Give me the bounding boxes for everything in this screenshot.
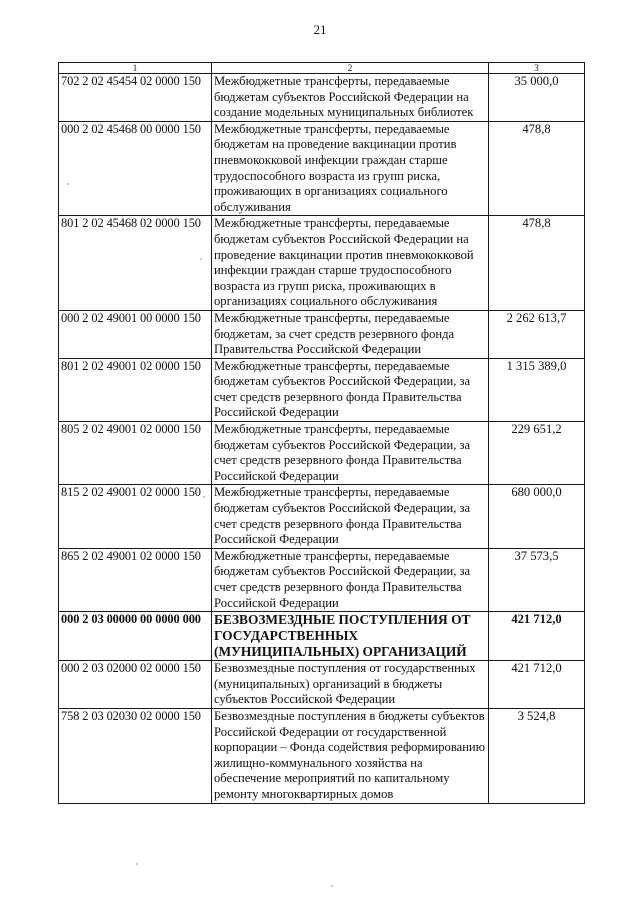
amount-value: 37 573,5 [489,548,585,611]
budget-code: 702 2 02 45454 02 0000 150 [59,74,212,122]
table-row [59,422,585,485]
revenue-description: Межбюджетные трансферты, передаваемые бюджетам субъектов Российской Федерации на создание модельных муниципальных библиотек [212,74,489,122]
budget-code: 815 2 02 49001 02 0000 150 [59,485,212,548]
revenue-table [58,62,585,804]
revenue-description: Межбюджетные трансферты, передаваемые бюджетам, за счет средств резервного фонда Правительства Российской Федерации [212,310,489,358]
budget-code: 000 2 02 45468 00 0000 150 [59,121,212,216]
table-row [59,612,585,661]
table-row [59,485,585,548]
table-row [59,74,585,122]
revenue-description: БЕЗВОЗМЕЗДНЫЕ ПОСТУПЛЕНИЯ ОТ ГОСУДАРСТВЕННЫХ (МУНИЦИПАЛЬНЫХ) ОРГАНИЗАЦИЙ [212,612,489,661]
amount-value: 229 651,2 [489,422,585,485]
amount-value: 421 712,0 [489,661,585,709]
amount-value: 421 712,0 [489,612,585,661]
scan-speck [203,496,205,498]
table-row [59,708,585,803]
budget-code: 865 2 02 49001 02 0000 150 [59,548,212,611]
budget-code: 758 2 03 02030 02 0000 150 [59,708,212,803]
amount-value: 478,8 [489,121,585,216]
amount-value: 35 000,0 [489,74,585,122]
column-number-row [59,63,585,74]
revenue-description: Межбюджетные трансферты, передаваемые бюджетам на проведение вакцинации против пневмококковой инфекции граждан старше трудоспособного возраста из групп риска, проживающих в организациях социального обслуживания [212,121,489,216]
table-row [59,548,585,611]
scan-speck [200,258,202,260]
scan-speck [67,183,69,185]
budget-code: 000 2 03 02000 02 0000 150 [59,661,212,709]
amount-value: 680 000,0 [489,485,585,548]
revenue-description: Безвозмездные поступления в бюджеты субъектов Российской Федерации от государственной корпорации – Фонда содействия реформированию жилищно-коммунального хозяйства на обеспечение мероприятий по капитальному ремонту многоквартирных домов [212,708,489,803]
table-row [59,216,585,311]
amount-value: 3 524,8 [489,708,585,803]
budget-code: 801 2 02 45468 02 0000 150 [59,216,212,311]
table-row [59,358,585,421]
table-row [59,310,585,358]
table-row [59,121,585,216]
amount-value: 478,8 [489,216,585,311]
amount-value: 2 262 613,7 [489,310,585,358]
revenue-description: Межбюджетные трансферты, передаваемые бюджетам субъектов Российской Федерации, за счет средств резервного фонда Правительства Российской Федерации [212,358,489,421]
scan-speck [331,885,333,887]
revenue-description: Межбюджетные трансферты, передаваемые бюджетам субъектов Российской Федерации на проведение вакцинации против пневмококковой инфекции граждан старше трудоспособного возраста из групп риска, проживающих в организациях социального обслуживания [212,216,489,311]
revenue-description: Безвозмездные поступления от государственных (муниципальных) организаций в бюджеты субъектов Российской Федерации [212,661,489,709]
amount-value: 1 315 389,0 [489,358,585,421]
revenue-description: Межбюджетные трансферты, передаваемые бюджетам субъектов Российской Федерации, за счет средств резервного фонда Правительства Российской Федерации [212,548,489,611]
scan-speck [136,863,138,865]
budget-code: 000 2 03 00000 00 0000 000 [59,612,212,661]
revenue-description: Межбюджетные трансферты, передаваемые бюджетам субъектов Российской Федерации, за счет средств резервного фонда Правительства Российской Федерации [212,422,489,485]
budget-code: 801 2 02 49001 02 0000 150 [59,358,212,421]
column-header-name: 2 [212,63,489,74]
column-header-code: 1 [59,63,212,74]
budget-code: 000 2 02 49001 00 0000 150 [59,310,212,358]
budget-code: 805 2 02 49001 02 0000 150 [59,422,212,485]
page-number: 21 [313,22,327,37]
column-header-amount: 3 [489,63,585,74]
table-row [59,661,585,709]
revenue-description: Межбюджетные трансферты, передаваемые бюджетам субъектов Российской Федерации, за счет средств резервного фонда Правительства Российской Федерации [212,485,489,548]
